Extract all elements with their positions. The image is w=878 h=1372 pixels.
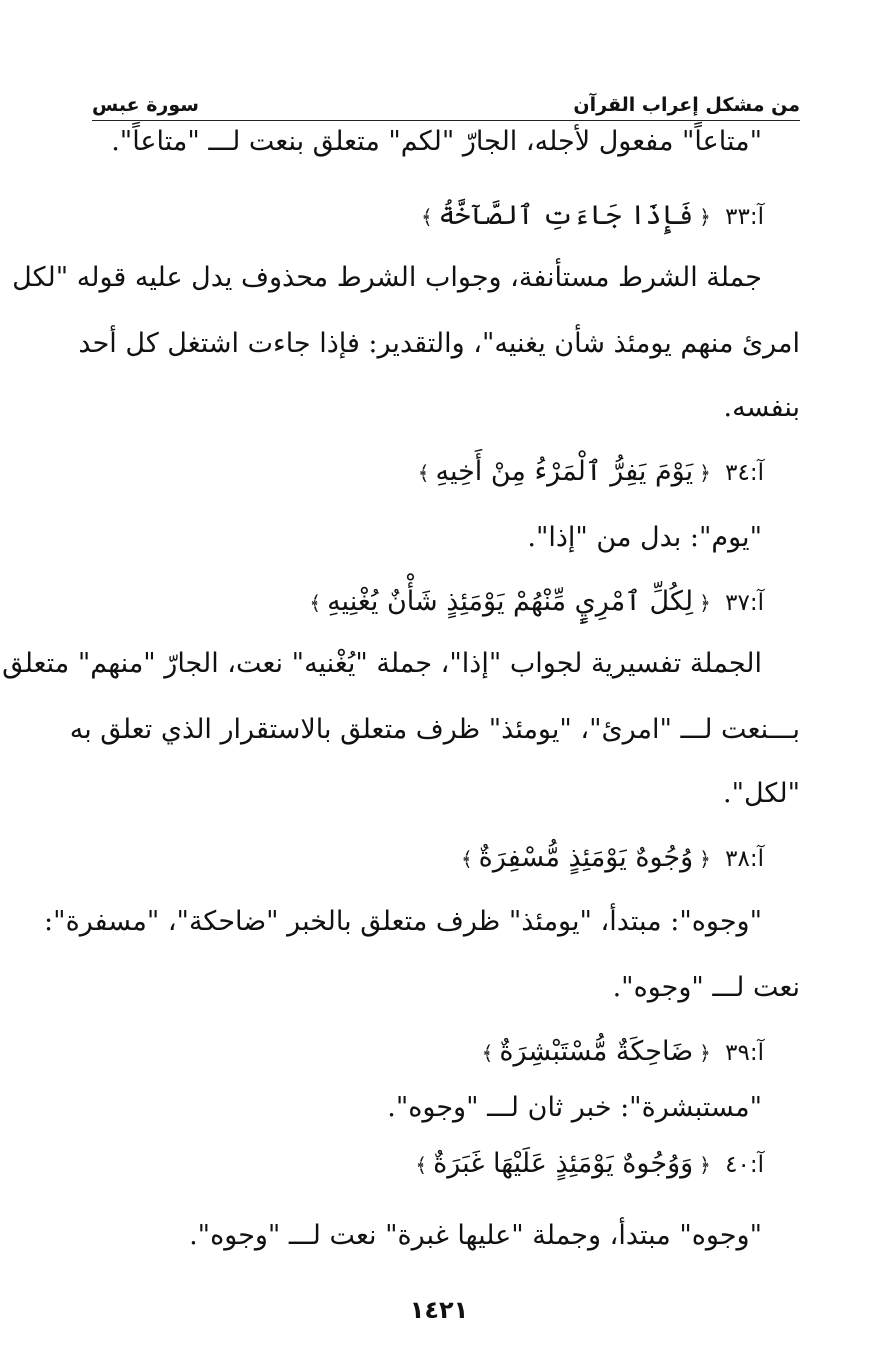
ayah-text: ضَاحِكَةٌ مُّسْتَبْشِرَةٌ: [499, 1036, 694, 1067]
ornate-bracket-open: ﴿: [699, 847, 711, 871]
text-line: "مستبشرة": خبر ثان لـــ "وجوه".: [387, 1092, 762, 1123]
ayah-heading: [92, 1144, 800, 1185]
ayah-heading: [92, 838, 800, 879]
ornate-bracket-open: ﴿: [699, 1041, 711, 1065]
page-number: ١٤٢١: [409, 1296, 469, 1324]
text-line: "متاعاً" مفعول لأجله، الجارّ "لكم" متعلق بنعت لـــ "متاعاً".: [111, 126, 762, 157]
ayah-number: آ:٣٧: [725, 590, 764, 616]
text-line: بـــنعت لـــ "امرئ"، "يومئذ" ظرف متعلق بالاستقرار الذي تعلق به: [69, 714, 800, 745]
text-line: امرئ منهم يومئذ شأن يغنيه"، والتقدير: فإذا جاءت اشتغل كل أحد: [78, 328, 800, 359]
ornate-bracket-open: ﴿: [699, 1153, 711, 1177]
ornate-bracket-close: ﴾: [415, 1153, 428, 1177]
text-line: جملة الشرط مستأنفة، وجواب الشرط محذوف يدل عليه قوله "لكل: [12, 262, 762, 293]
ornate-bracket-close: ﴾: [481, 1041, 494, 1065]
ayah-number: آ:٣٩: [725, 1040, 764, 1066]
ayah-number: آ:٣٣: [725, 204, 764, 230]
text-line: "وجوه": مبتدأ، "يومئذ" ظرف متعلق بالخبر "ضاحكة"، "مسفرة":: [44, 906, 762, 937]
text-line: "لكل".: [722, 778, 800, 809]
ornate-bracket-close: ﴾: [309, 591, 322, 615]
ayah-text: وُجُوهٌ يَوْمَئِذٍ مُّسْفِرَةٌ: [478, 842, 694, 873]
ayah-number: آ:٤٠: [725, 1152, 764, 1178]
text-line: "يوم": بدل من "إذا".: [527, 522, 762, 553]
book-title: من مشكل إعراب القرآن: [573, 94, 800, 116]
surah-title: سورة عبس: [92, 94, 199, 116]
ayah-heading: [92, 196, 800, 237]
ayah-number: آ:٣٤: [725, 460, 764, 486]
ornate-bracket-close: ﴾: [420, 205, 433, 229]
ayah-text: وَوُجُوهٌ يَوْمَئِذٍ عَلَيْهَا غَبَرَةٌ: [433, 1148, 694, 1179]
ornate-bracket-open: ﴿: [699, 591, 711, 615]
ayah-text: يَوْمَ يَفِرُّ ٱلْمَرْءُ مِنْ أَخِيهِ: [435, 456, 694, 487]
ornate-bracket-close: ﴾: [460, 847, 473, 871]
ayah-heading: [92, 1032, 800, 1073]
text-line: نعت لـــ "وجوه".: [612, 972, 800, 1003]
ornate-bracket-open: ﴿: [699, 205, 711, 229]
ayah-heading: [92, 582, 800, 623]
text-line: بنفسه.: [723, 392, 800, 423]
ayah-text: فَإِذَا جَاءَتِ ٱلصَّآخَّةُ: [438, 200, 694, 231]
ornate-bracket-open: ﴿: [699, 461, 711, 485]
text-line: الجملة تفسيرية لجواب "إذا"، جملة "يُغْنيه" نعت، الجارّ "منهم" متعلق: [2, 648, 762, 679]
ornate-bracket-close: ﴾: [417, 461, 430, 485]
running-header: [92, 82, 800, 121]
ayah-number: آ:٣٨: [725, 846, 764, 872]
text-line: "وجوه" مبتدأ، وجملة "عليها غبرة" نعت لـــ "وجوه".: [189, 1220, 762, 1251]
ayah-heading: [92, 452, 800, 493]
ayah-text: لِكُلِّ ٱمْرِيٍٕ مِّنْهُمْ يَوْمَئِذٍ شَأْنٌ يُغْنِيهِ: [327, 586, 694, 617]
